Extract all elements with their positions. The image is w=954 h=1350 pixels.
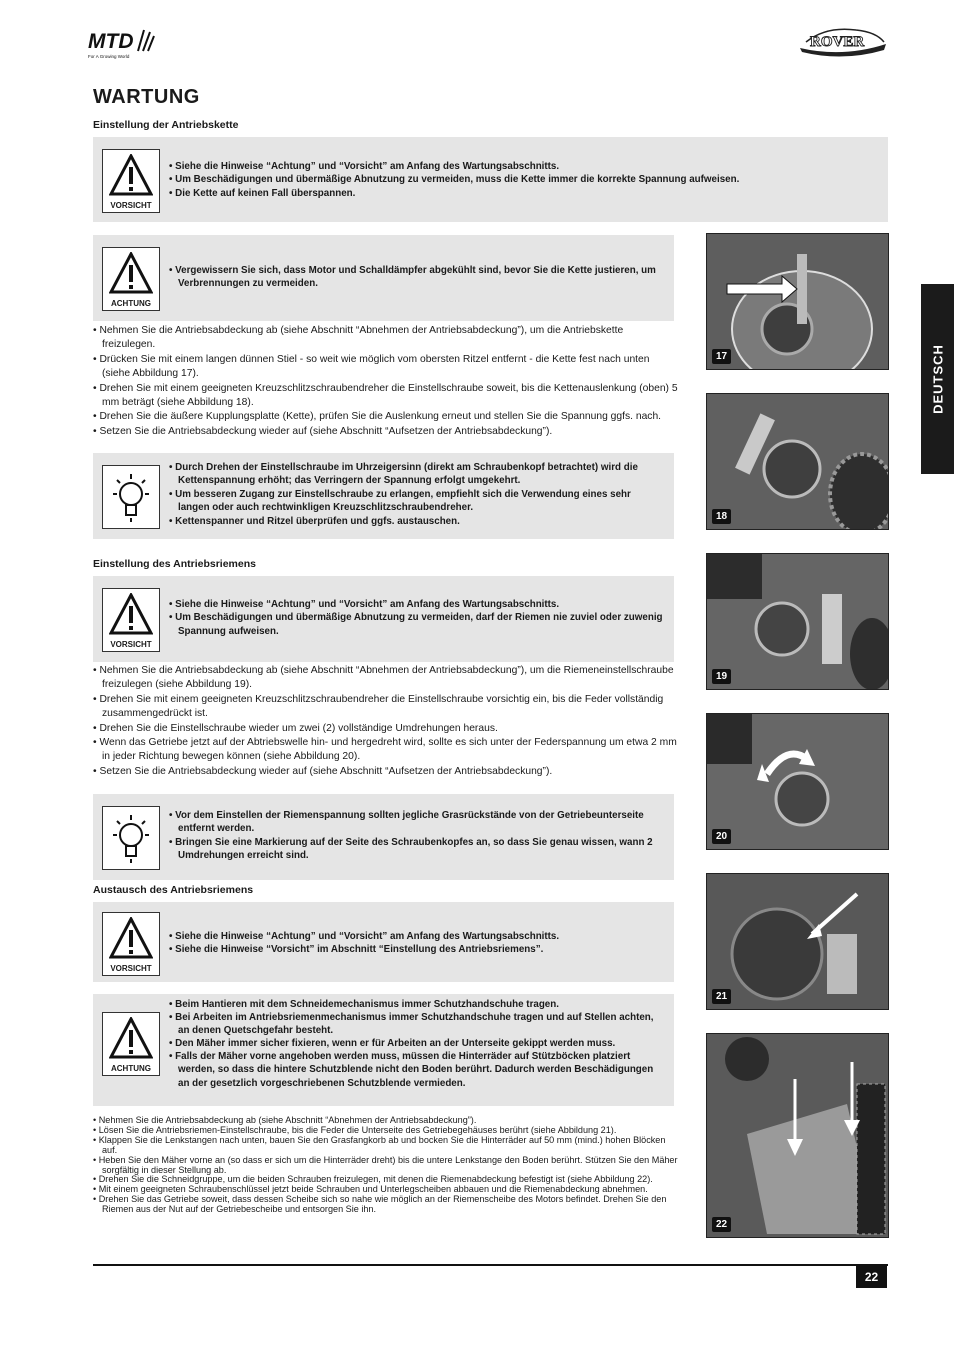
list-item: • Heben Sie den Mäher vorne an (so dass er sich um die Hinterräder dreht) bis die untere Lenkstange den Boden berührt. Stützen Sie den Mäher sorgfältig in dieser Stellung ab. <box>93 1156 678 1176</box>
list-item: • Kettenspanner und Ritzel überprüfen und ggfs. austauschen. <box>169 515 664 528</box>
rover-logo-text: ROVER <box>810 34 865 50</box>
page-number: 22 <box>856 1266 887 1288</box>
list-item: • Drücken Sie mit einem langen dünnen Stiel - so weit wie möglich vom obersten Ritzel entfernt - die Kette fest nach unten (siehe Abbildung 17). <box>93 353 678 382</box>
figure-number: 18 <box>712 509 731 524</box>
caution-label: VORSICHT <box>110 964 152 973</box>
steps-list-chain <box>93 324 678 439</box>
list-item: • Um Beschädigungen und übermäßige Abnutzung zu vermeiden, muss die Kette immer die korrekte Spannung aufweisen. <box>169 173 878 186</box>
list-item: • Mit einem geeigneten Schraubenschlüssel jetzt beide Schrauben und Unterlegscheiben abbauen und die Riemenabdeckung abnehmen. <box>93 1185 678 1195</box>
list-item: • Drehen Sie das Getriebe soweit, dass dessen Scheibe sich so nahe wie möglich an der Riemenscheibe des Motors befindet. Drehen Sie den Riemen aus der Nut auf der Getriebescheibe und entsorgen Sie ihn. <box>93 1195 678 1215</box>
caution-label: VORSICHT <box>110 201 152 210</box>
figure-18-photo <box>706 393 889 530</box>
language-tab <box>921 284 954 474</box>
footer-rule <box>93 1264 888 1266</box>
caution-box-1 <box>93 137 888 222</box>
figure-number: 19 <box>712 669 731 684</box>
warning-list-1 <box>169 264 664 291</box>
list-item: • Siehe die Hinweise “Achtung” und “Vorsicht” am Anfang des Wartungsabschnitts. <box>169 160 878 173</box>
mtd-logo-text: MTD <box>88 30 134 53</box>
warning-label: ACHTUNG <box>111 1064 151 1073</box>
caution-box-2 <box>93 576 674 662</box>
page-title: WARTUNG <box>93 86 200 108</box>
list-item: • Siehe die Hinweise “Vorsicht” im Abschnitt “Einstellung des Antriebsriemens”. <box>169 943 664 956</box>
caution-list-1 <box>169 160 878 200</box>
caution-warning-icon <box>102 149 160 213</box>
list-item: • Drehen Sie die Einstellschraube wieder um zwei (2) vollständige Umdrehungen heraus. <box>93 722 678 736</box>
tip-box-1 <box>93 453 674 539</box>
mtd-logo <box>86 26 156 62</box>
list-item: • Um Beschädigungen und übermäßige Abnutzung zu vermeiden, darf der Riemen nie zuviel oder zuwenig Spannung aufweisen. <box>169 611 664 638</box>
figure-number: 21 <box>712 989 731 1004</box>
tip-box-2 <box>93 794 674 880</box>
list-item: • Die Kette auf keinen Fall überspannen. <box>169 187 878 200</box>
figure-17-photo <box>706 233 889 370</box>
section-heading-belt-replace: Austausch des Antriebsriemens <box>93 884 254 896</box>
list-item: • Durch Drehen der Einstellschraube im Uhrzeigersinn (direkt am Schraubenkopf betrachtet) wird die Kettenspannung erhöht; das Verringern der Spannung erfolgt umgekehrt. <box>169 461 664 488</box>
steps-list-belt-adjust <box>93 664 678 779</box>
figure-21-photo <box>706 873 889 1010</box>
list-item: • Nehmen Sie die Antriebsabdeckung ab (siehe Abschnitt “Abnehmen der Antriebsabdeckung”), um die Antriebskette freizulegen. <box>93 324 678 353</box>
figure-number: 22 <box>712 1217 731 1232</box>
lightbulb-icon <box>102 465 160 529</box>
warning-list-2 <box>169 998 664 1090</box>
list-item: • Drehen Sie mit einem geeigneten Kreuzschlitzschraubendreher die Einstellschraube vorsichtig ein, bis die Feder vollständig zusammengedrückt ist. <box>93 693 678 722</box>
language-tab-label: DEUTSCH <box>930 344 945 414</box>
list-item: • Vergewissern Sie sich, dass Motor und Schalldämpfer abgekühlt sind, bevor Sie die Kette justieren, um Verbrennungen zu vermeiden. <box>169 264 664 291</box>
warning-icon <box>102 247 160 311</box>
list-item: • Wenn das Getriebe jetzt auf der Abtriebswelle hin- und hergedreht wird, sollte es sich unter der Federspannung um etwa 2 mm in jeder Richtung bewegen können (siehe Abbildung 20). <box>93 736 678 765</box>
list-item: • Setzen Sie die Antriebsabdeckung wieder auf (siehe Abschnitt “Aufsetzen der Antriebsabdeckung”). <box>93 765 678 779</box>
figure-number: 17 <box>712 349 731 364</box>
list-item: • Um besseren Zugang zur Einstellschraube zu erlangen, empfiehlt sich die Verwendung eines sehr langen oder auch rechtwinkligen Kreuzschlitzschraubendreher. <box>169 488 664 515</box>
figure-19-photo <box>706 553 889 690</box>
list-item: • Klappen Sie die Lenkstangen nach unten, bauen Sie den Grasfangkorb ab und bocken Sie die Hinterräder auf 50 mm (mind.) hohen Blöcken auf. <box>93 1136 678 1156</box>
list-item: • Beim Hantieren mit dem Schneidemechanismus immer Schutzhandschuhe tragen. <box>169 998 664 1011</box>
caution-warning-icon <box>102 912 160 976</box>
mtd-tagline: For A Growing World <box>88 54 130 59</box>
list-item: • Bei Arbeiten im Antriebsriemenmechanismus immer Schutzhandschuhe tragen und auf Stellen achten, an denen Quetschgefahr besteht. <box>169 1011 664 1037</box>
list-item: • Nehmen Sie die Antriebsabdeckung ab (siehe Abschnitt “Abnehmen der Antriebsabdeckung”). <box>93 1116 678 1126</box>
section-heading-belt-adjust: Einstellung des Antriebsriemens <box>93 558 256 570</box>
warning-label: ACHTUNG <box>111 299 151 308</box>
list-item: • Drehen Sie mit einem geeigneten Kreuzschlitzschraubendreher die Einstellschraube soweit, bis die Kettenauslenkung (oben) 5 mm beträgt (siehe Abbildung 18). <box>93 382 678 411</box>
list-item: • Siehe die Hinweise “Achtung” und “Vorsicht” am Anfang des Wartungsabschnitts. <box>169 598 664 611</box>
rover-logo <box>796 24 890 60</box>
list-item: • Setzen Sie die Antriebsabdeckung wieder auf (siehe Abschnitt “Aufsetzen der Antriebsabdeckung”). <box>93 425 678 439</box>
list-item: • Bringen Sie eine Markierung auf der Seite des Schraubenkopfes an, so dass Sie genau wissen, wann 2 Umdrehungen erreicht sind. <box>169 836 664 863</box>
tip-list-1 <box>169 461 664 528</box>
caution-list-2 <box>169 598 664 638</box>
warning-icon <box>102 1012 160 1076</box>
warning-box-1 <box>93 235 674 321</box>
list-item: • Nehmen Sie die Antriebsabdeckung ab (siehe Abschnitt “Abnehmen der Antriebsabdeckung”), um die Riemeneinstellschraube freizulegen (siehe Abbildung 19). <box>93 664 678 693</box>
tip-list-2 <box>169 809 664 863</box>
caution-label: VORSICHT <box>110 640 152 649</box>
figure-number: 20 <box>712 829 731 844</box>
figure-20-photo <box>706 713 889 850</box>
lightbulb-icon <box>102 806 160 870</box>
list-item: • Drehen Sie die Schneidgruppe, um die beiden Schrauben freizulegen, mit denen die Riemenabdeckung befestigt ist (siehe Abbildung 22). <box>93 1175 678 1185</box>
list-item: • Drehen Sie die äußere Kupplungsplatte (Kette), prüfen Sie die Auslenkung erneut und stellen Sie die Spannung ggfs. nach. <box>93 410 678 424</box>
figure-22-photo <box>706 1033 889 1238</box>
warning-box-2 <box>93 994 674 1106</box>
list-item: • Den Mäher immer sicher fixieren, wenn er für Arbeiten an der Unterseite gekippt werden muss. <box>169 1037 664 1050</box>
caution-warning-icon <box>102 588 160 652</box>
steps-list-belt-replace <box>93 1116 678 1215</box>
section-heading-chain: Einstellung der Antriebskette <box>93 119 239 131</box>
caution-list-3 <box>169 930 664 957</box>
list-item: • Siehe die Hinweise “Achtung” und “Vorsicht” am Anfang des Wartungsabschnitts. <box>169 930 664 943</box>
caution-box-3 <box>93 902 674 982</box>
list-item: • Falls der Mäher vorne angehoben werden muss, müssen die Hinterräder auf Stützböcken platziert werden, so dass die hintere Schutzblende nicht den Boden berührt. Dadurch werden Beschädigungen an der gesetzlich vorgeschriebenen Schutzblende vermieden. <box>169 1050 664 1089</box>
list-item: • Vor dem Einstellen der Riemenspannung sollten jegliche Grasrückstände von der Getriebeunterseite entfernt werden. <box>169 809 664 836</box>
list-item: • Lösen Sie die Antriebsriemen-Einstellschraube, bis die Feder die Unterseite des Getriebegehäuses berührt (siehe Abbildung 21). <box>93 1126 678 1136</box>
